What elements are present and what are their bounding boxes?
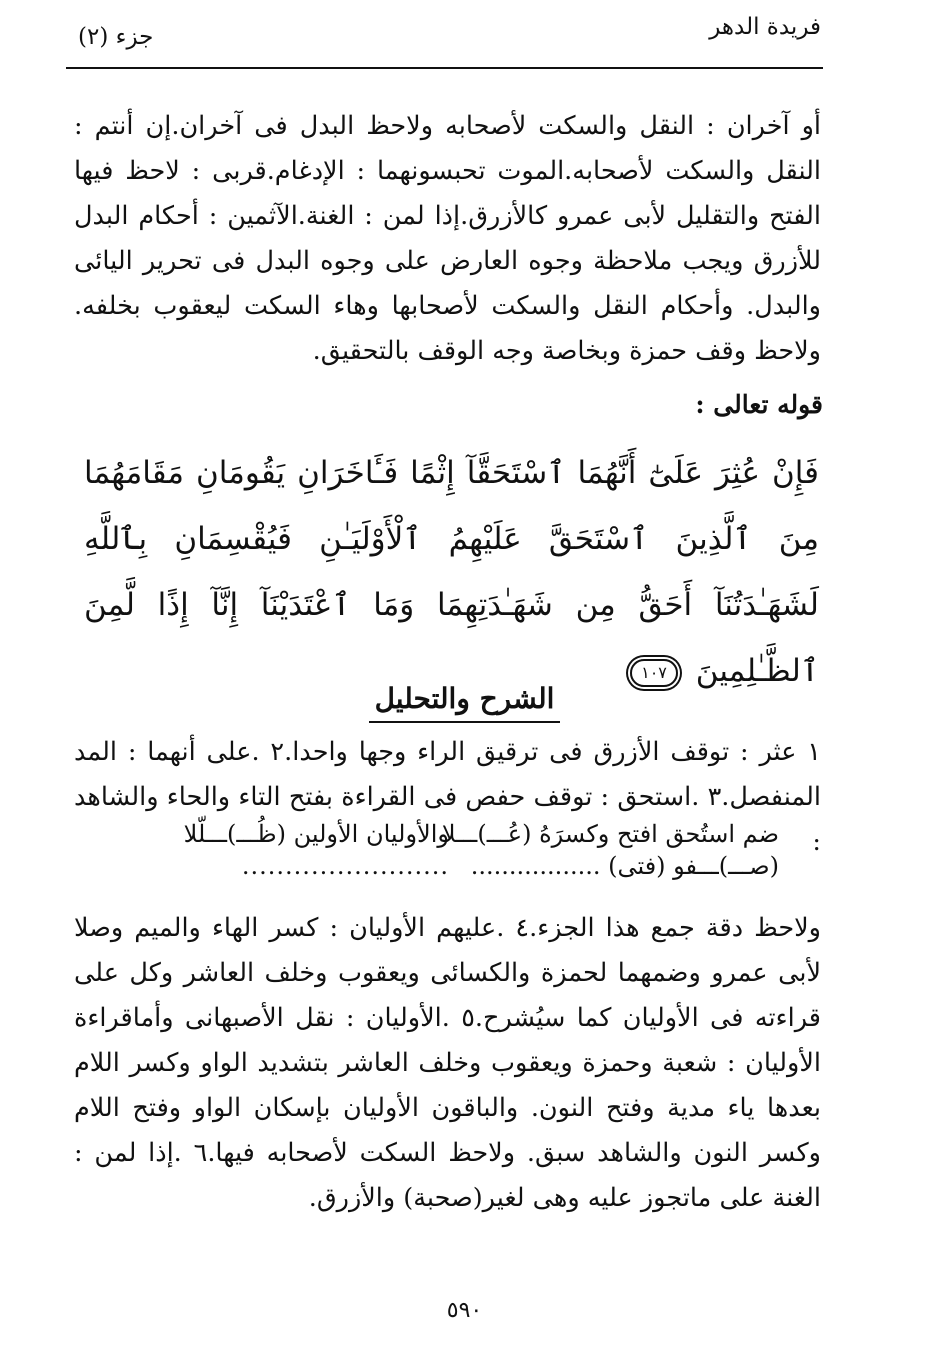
section-title-text: الشرح والتحليل: [369, 682, 561, 723]
poem-line2-left: ........................: [241, 852, 449, 880]
part-label: جزء (٢): [78, 24, 154, 50]
poem-block: [99, 818, 779, 882]
verse-text: فَإِنْ عُثِرَ عَلَىٰٓ أَنَّهُمَا ٱسْتَحَقَّآ إِثْمًا فَـَٔاخَرَانِ يَقُومَانِ مَقَامَهُمَا مِنَ ٱلَّذِينَ ٱسْتَحَقَّ عَلَيْهِمُ ٱلْأَوْلَيَـٰنِ فَيُقْسِمَانِ بِٱللَّهِ لَشَهَـٰدَتُنَآ أَحَقُّ مِن شَهَـٰدَتِهِمَا وَمَا ٱعْتَدَيْنَآ إِنَّآ إِذًا لَّمِنَ ٱلظَّـٰلِمِينَ: [84, 455, 819, 689]
header-divider: [66, 67, 823, 69]
poem-line1-right: ضم استُحق افتح وكسرَهُ (عُـــ)ـــلا: [441, 820, 779, 848]
section-title: [0, 682, 929, 715]
book-title: فريدة الدهر: [709, 14, 821, 40]
poem-line2-right: (صـــ)ـــفو (فتى) .................: [470, 852, 779, 880]
explanation-paragraph: ١ عثر : توقف الأزرق فى ترقيق الراء وجها واحدا.٢ .على أنهما : المد المنفصل.٣ .استحق : توقف حفص فى القراءة بفتح التاء والحاء والشاهد :: [74, 737, 821, 857]
closing-paragraph: ولاحظ دقة جمع هذا الجزء.٤ .عليهم الأوليان : كسر الهاء والميم وصلا لأبى عمرو وضمهما لحمزة والكسائى ويعقوب وخلف العاشر وكل على قراءته فى الأوليان كما سيُشرح.٥ .الأوليان : نقل الأصبهانى وأماقراءة الأوليان : شعبة وحمزة ويعقوب وخلف العاشر بتشديد الواو وكسر اللام بعدها ياء مدية وفتح النون. والباقون الأوليان بإسكان الواو وفتح اللام وكسر النون والشاهد سبق. ولاحظ السكت لأصحابه فيها.٦ .إذا لمن : الغنة على ماتجوز عليه وهى لغير(صحبة) والأزرق.: [74, 913, 821, 1213]
poem-line1-left: والأوليان الأولين (ظُـــ)ـــلّلا: [183, 820, 449, 848]
poem-line: [99, 818, 779, 850]
intro-paragraph: أو آخران : النقل والسكت لأصحابه ولاحظ البدل فى آخران.إن أنتم : النقل والسكت لأصحابه.الموت تحبسونهما : الإدغام.قربى : لاحظ فيها الفتح والتقليل لأبى عمرو كالأزرق.إذا لمن : الغنة.الآثمين : أحكام البدل للأزرق ويجب ملاحظة وجوه العارض على وجوه البدل فى تحرير اليائى والبدل. وأحكام النقل والسكت لأصحابها وهاء السكت ليعقوب بخلفه. ولاحظ وقف حمزة وبخاصة وجه الوقف بالتحقيق.: [74, 111, 821, 366]
verse-label: قوله تعالى :: [695, 390, 823, 419]
ayah-number-mark: ١٠٧: [630, 659, 678, 687]
quran-verse: [84, 440, 819, 704]
poem-line: [99, 850, 779, 882]
page-number: ٥٩٠: [446, 1298, 483, 1323]
